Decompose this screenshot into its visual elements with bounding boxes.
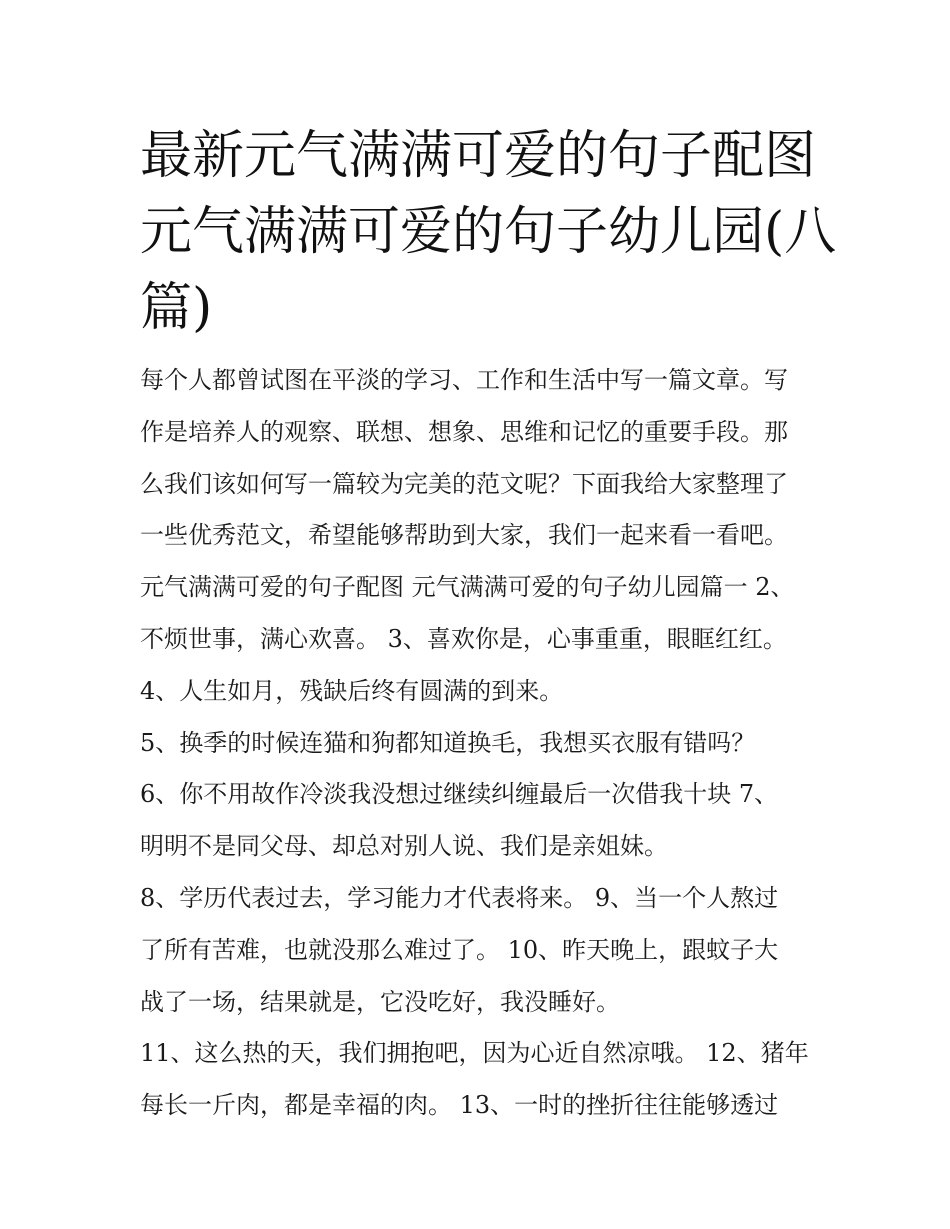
body-line: 一些优秀范文，希望能够帮助到大家，我们一起来看一看吧。: [140, 521, 788, 550]
body-line: 明明不是同父母、却总对别人说、我们是亲姐妹。: [140, 832, 668, 861]
title-line: 元气满满可爱的句子幼儿园(八: [140, 202, 837, 262]
body-line: 作是培养人的观察、联想、想象、思维和记忆的重要手段。那: [140, 417, 788, 446]
document-body: [140, 355, 830, 1132]
body-line: 不烦世事，满心欢喜。 3、喜欢你是，心事重重，眼眶红红。: [140, 624, 787, 653]
body-line: 么我们该如何写一篇较为完美的范文呢？下面我给大家整理了: [140, 469, 788, 498]
body-line: 8、学历代表过去，学习能力才代表将来。 9、当一个人熬过: [140, 883, 779, 912]
page-title: [140, 118, 837, 346]
body-line: 4、人生如月，残缺后终有圆满的到来。: [140, 676, 564, 705]
body-line: 了所有苦难，也就没那么难过了。 10、昨天晚上，跟蚊子大: [140, 935, 779, 964]
title-line: 最新元气满满可爱的句子配图: [140, 126, 817, 186]
body-line: 每长一斤肉，都是幸福的肉。 13、一时的挫折往往能够透过: [140, 1091, 779, 1120]
body-line: 战了一场，结果就是，它没吃好，我没睡好。: [140, 987, 620, 1016]
body-line: 元气满满可爱的句子配图 元气满满可爱的句子幼儿园篇一 2、: [140, 573, 795, 602]
body-line: 6、你不用故作冷淡我没想过继续纠缠最后一次借我十块 7、: [140, 780, 779, 809]
body-line: 5、换季的时候连猫和狗都知道换毛，我想买衣服有错吗？: [140, 728, 756, 757]
body-line: 每个人都曾试图在平淡的学习、工作和生活中写一篇文章。写: [140, 366, 788, 394]
body-line: 11、这么热的天，我们拥抱吧，因为心近自然凉哦。 12、猪年: [140, 1039, 809, 1068]
title-line: 篇): [140, 278, 213, 338]
